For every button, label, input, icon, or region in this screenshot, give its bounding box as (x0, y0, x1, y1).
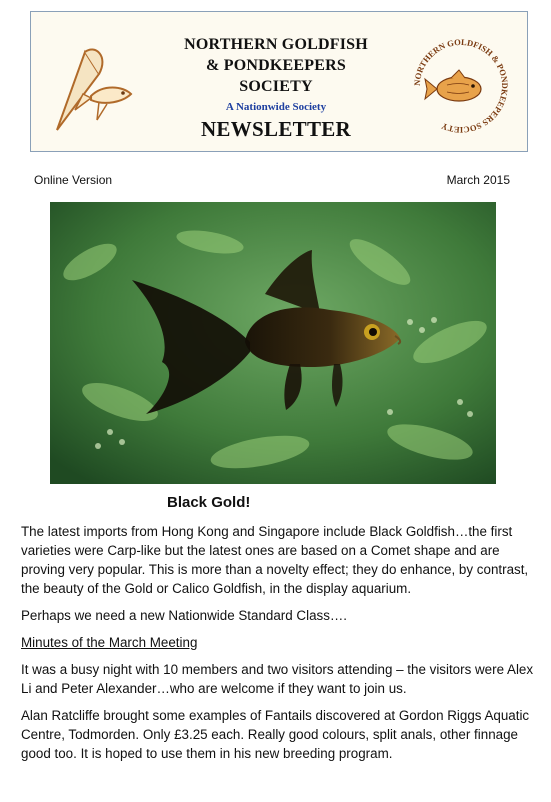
photo-caption: Black Gold! (167, 494, 251, 511)
newsletter-header (30, 11, 528, 152)
header-text-block (151, 34, 401, 142)
minutes-heading: Minutes of the March Meeting (21, 635, 198, 650)
article-paragraph: It was a busy night with 10 members and two visitors attending – the visitors were Alex Li and Peter Alexander…who are welcome if they want to join us. (21, 662, 534, 696)
article-paragraph: Alan Ratcliffe brought some examples of Fantails discovered at Gordon Riggs Aquatic Centre, Todmorden. Only £3.25 each. Really good colours, split anals, other finnage good too. It is hoped to use them in his new breeding program. (21, 708, 530, 761)
black-goldfish-photo (50, 202, 496, 484)
seal-ring-text: NORTHERN GOLDFISH & PONDKEEPERS SOCIETY (411, 36, 511, 136)
society-name-line1: NORTHERN GOLDFISH (184, 36, 368, 53)
online-version-label: Online Version (34, 173, 113, 187)
article-paragraph: Perhaps we need a new Nationwide Standard Class…. (21, 608, 348, 623)
society-seal-logo (407, 32, 515, 140)
society-name-line3: SOCIETY (239, 78, 313, 95)
society-name-line2: & PONDKEEPERS (206, 57, 346, 74)
society-tagline: A Nationwide Society (225, 101, 327, 113)
article-body (21, 522, 546, 771)
issue-date: March 2015 (446, 173, 510, 187)
newsletter-title: NEWSLETTER (200, 117, 352, 141)
article-paragraph: The latest imports from Hong Kong and Singapore include Black Goldfish…the first varieties were Carp-like but the latest ones are based on a Comet shape and are proving very popular. This is more than a novelty effect; they do enhance, by contrast, the beauty of the Gold or Calico Goldfish, in the display aquarium. (21, 524, 529, 596)
aquarium-photo-image (50, 202, 496, 484)
society-logo-left (47, 40, 133, 138)
